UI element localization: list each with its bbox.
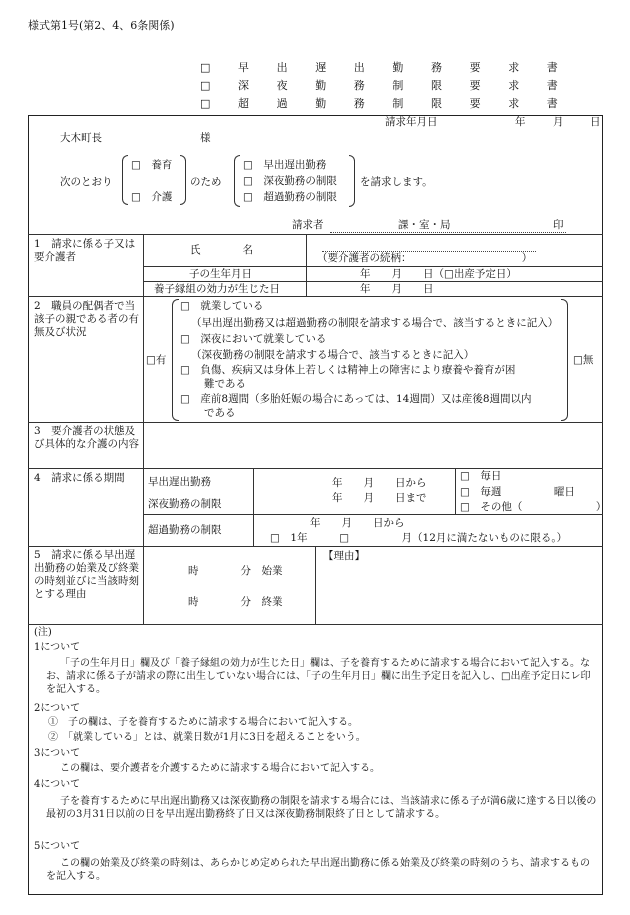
rule-1 bbox=[28, 234, 603, 235]
title-night: □ 深 夜 勤 務 制 限 要 求 書 bbox=[200, 79, 567, 92]
note1-head: 1について bbox=[34, 642, 81, 653]
s4-to: 年 月 日まで bbox=[332, 492, 427, 504]
s2-line-8: である bbox=[204, 407, 236, 419]
s4-ot-period[interactable]: □ 1年 □ 月（12月に満たないものに限る。） bbox=[270, 532, 568, 544]
s5-start: 時 分 始業 bbox=[188, 565, 283, 577]
checkbox-type-overtime[interactable]: □ 超過勤務の制限 bbox=[243, 191, 337, 203]
s4-label: 4 請求に係る期間 bbox=[34, 472, 125, 484]
date-month: 月 bbox=[553, 116, 564, 128]
note2-b: ② 「就業している」とは、就業日数が1月に3日を超えることをいう。 bbox=[48, 732, 366, 743]
s2-brace-right bbox=[561, 299, 568, 421]
note2-head: 2について bbox=[34, 703, 81, 714]
note4-text: 子を養育するために早出遅出勤務又は深夜勤務の制限を請求する場合には、当該請求に係る子が満6歳に達する日以後の最初の3月31日以前の日を早出遅出勤務終了日又は深夜勤務制限終了日として請求する。 bbox=[46, 796, 597, 820]
adopt-label: 養子縁組の効力が生じた日 bbox=[154, 283, 280, 295]
s4-from: 年 月 日から bbox=[332, 477, 427, 489]
s3-label: 3 要介護者の状態及び具体的な介護の内容 bbox=[34, 425, 139, 450]
checkbox-childcare[interactable]: □ 養育 bbox=[131, 159, 173, 171]
checkbox-spouse-yes[interactable]: □有 bbox=[146, 354, 167, 366]
note5-text: この欄の始業及び終業の時刻は、あらかじめ定められた早出遅出勤務に係る始業及び終業の時刻のうち、請求するものを記入する。 bbox=[46, 858, 590, 882]
birth-value: 年 月 日（□出産予定日） bbox=[360, 268, 517, 280]
note5-head: 5について bbox=[34, 841, 81, 852]
rule-1b bbox=[143, 281, 603, 282]
rule-6 bbox=[28, 624, 603, 625]
adopt-value: 年 月 日 bbox=[360, 283, 434, 295]
rule-1a bbox=[143, 266, 603, 267]
title-early-late: □ 早 出 遅 出 勤 務 要 求 書 bbox=[200, 61, 567, 74]
s5-vline bbox=[143, 546, 144, 624]
rule-4 bbox=[28, 468, 603, 469]
s2-brace-left bbox=[172, 299, 179, 421]
s5-vline2 bbox=[315, 546, 316, 624]
addressee: 大木町長 bbox=[60, 132, 102, 144]
brace-right bbox=[180, 155, 186, 205]
s5-label: 5 請求に係る早出遅出勤務の始業及び終業の時刻並びに当該時刻とする理由 bbox=[34, 549, 139, 600]
s2-line-1[interactable]: □ 就業している bbox=[180, 300, 264, 312]
closing-text: を請求します。 bbox=[360, 176, 433, 188]
s4-ot-from: 年 月 日から bbox=[310, 517, 405, 529]
s1-label: 1 請求に係る子又は要介護者 bbox=[34, 238, 136, 263]
note3-text: この欄は、要介護者を介護するために請求する場合において記入する。 bbox=[60, 763, 380, 774]
note1-text: 「子の生年月日」欄及び「養子縁組の効力が生じた日」欄は、子を養育するために請求する場合において記入する。なお、請求に係る子が請求の際に出生していない場合には、「子の生年月日」欄に出生予定日を記入し、□出産予定日にレ印を記入する。 bbox=[46, 658, 591, 695]
s4-overtime: 超過勤務の制限 bbox=[148, 524, 222, 536]
s1-vline bbox=[143, 234, 144, 296]
notes-head: (注) bbox=[34, 627, 52, 638]
rule-2 bbox=[28, 296, 603, 297]
form-number: 様式第1号(第2、4、6条関係) bbox=[28, 19, 175, 32]
s2-vline bbox=[143, 296, 144, 422]
birth-label: 子の生年月日 bbox=[189, 268, 252, 280]
s2-line-2: （早出遅出勤務又は超過勤務の制限を請求する場合で、該当するときに記入） bbox=[191, 317, 559, 329]
dept-label: 課・室・局 bbox=[398, 219, 451, 231]
checkbox-spouse-no[interactable]: □無 bbox=[573, 354, 594, 366]
s2-line-7[interactable]: □ 産前8週間（多胎妊娠の場合にあっては、14週間）又は産後8週間以内 bbox=[180, 393, 532, 405]
title-overtime: □ 超 過 勤 務 制 限 要 求 書 bbox=[200, 97, 567, 110]
checkbox-daily[interactable]: □ 毎日 bbox=[460, 470, 502, 482]
s1-vline2 bbox=[306, 234, 307, 296]
checkbox-type-early[interactable]: □ 早出遅出勤務 bbox=[243, 159, 327, 171]
s2-line-5[interactable]: □ 負傷、疾病又は身体上若しくは精神上の障害により療養や養育が困 bbox=[180, 364, 516, 376]
s2-label: 2 職員の配偶者で当該子の親である者の有無及び状況 bbox=[34, 300, 139, 338]
s2-line-4: （深夜勤務の制限を請求する場合で、該当するときに記入） bbox=[191, 349, 475, 361]
brace-left bbox=[122, 155, 128, 205]
date-day: 日 bbox=[590, 116, 601, 128]
s5-end: 時 分 終業 bbox=[188, 596, 283, 608]
rule-4a bbox=[143, 514, 603, 515]
for-text: のため bbox=[190, 176, 222, 188]
s4-vline3 bbox=[455, 468, 456, 514]
brace-left-2 bbox=[234, 155, 240, 207]
checkbox-nursing[interactable]: □ 介護 bbox=[131, 191, 173, 203]
checkbox-type-night[interactable]: □ 深夜勤務の制限 bbox=[243, 175, 337, 187]
s2-line-3[interactable]: □ 深夜において就業している bbox=[180, 333, 327, 345]
brace-right-2 bbox=[349, 155, 355, 207]
date-year: 年 bbox=[515, 116, 526, 128]
note2-a: ① 子の欄は、子を養育するために請求する場合において記入する。 bbox=[48, 717, 358, 728]
note3-head: 3について bbox=[34, 748, 81, 759]
rule-3 bbox=[28, 422, 603, 423]
requester-line bbox=[330, 232, 566, 233]
s4-night: 深夜勤務の制限 bbox=[148, 498, 222, 510]
note4-head: 4について bbox=[34, 779, 81, 790]
s3-vline bbox=[143, 422, 144, 468]
intro-text: 次のとおり bbox=[60, 176, 113, 188]
seal-label: 印 bbox=[553, 219, 564, 231]
requester-label: 請求者 bbox=[292, 219, 324, 231]
sama: 様 bbox=[200, 132, 211, 144]
checkbox-weekly[interactable]: □ 毎週 曜日 bbox=[460, 486, 575, 498]
s5-reason: 【理由】 bbox=[323, 550, 365, 562]
s2-line-6: 難である bbox=[204, 378, 246, 390]
request-date-label: 請求年月日 bbox=[385, 116, 438, 128]
s4-early: 早出遅出勤務 bbox=[148, 476, 211, 488]
checkbox-other[interactable]: □ その他（ ） bbox=[460, 501, 607, 513]
s4-vline2 bbox=[253, 468, 254, 546]
name-label: 氏 名 bbox=[190, 244, 253, 256]
s4-vline bbox=[143, 468, 144, 546]
relation-text: （要介護者の続柄： ） bbox=[317, 252, 533, 264]
